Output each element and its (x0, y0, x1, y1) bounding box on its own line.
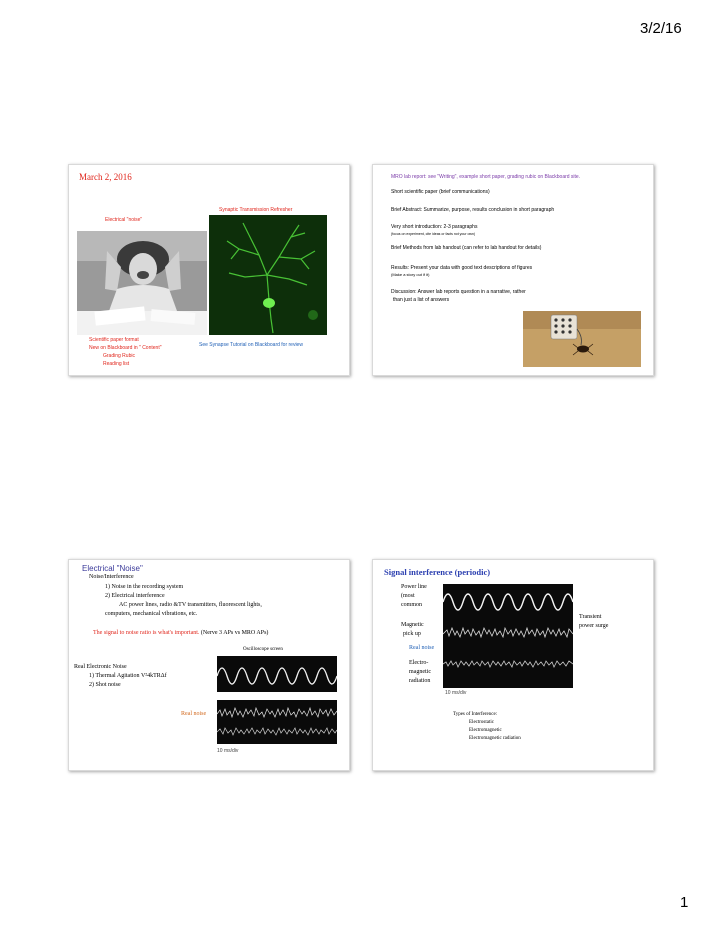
nerve-comparison: (Nerve 3 APs vs MRO APs) (200, 630, 269, 636)
real-noise-label: Real noise (181, 711, 207, 717)
noise-item-1: 1) Noise in the recording system (105, 584, 184, 590)
link-grading-rubic[interactable]: Grading Rubic (103, 353, 135, 359)
neuron-image (209, 215, 327, 335)
discussion-line: Discussion: Answer lab reports question in a narrative, rather (391, 289, 526, 295)
cockroach-keypad-photo (523, 311, 641, 367)
electrical-noise-label: Electrical "noise" (105, 217, 143, 223)
magnetic-pickup-label: Magnetic (401, 622, 424, 628)
oscilloscope-sine-trace (217, 656, 337, 692)
interference-sources: AC power lines, radio &TV transmitters, fluorescent lights, (119, 602, 262, 608)
link-scientific-paper[interactable]: Scientific paper format (89, 337, 139, 343)
results-line: Results: Present your data with good text descriptions of figures (391, 265, 533, 271)
introduction-line: Very short introduction: 2-3 paragraphs (391, 224, 478, 230)
power-line-label: Power line (401, 584, 427, 590)
synaptic-refresher-label: Synaptic Transmission Refresher (219, 207, 293, 213)
signal-to-noise-note (93, 630, 268, 637)
methods-line: Brief Methods from lab handout (can refer to lab handout for details) (391, 245, 542, 251)
slide-4-title: Signal interference (periodic) (384, 567, 491, 577)
synapse-tutorial-link[interactable]: See Synapse Tutorial on Blackboard for review (199, 342, 303, 348)
link-new-on-blackboard[interactable]: New on Blackboard in " Content" (89, 345, 162, 351)
power-line-label-2: (most (401, 593, 415, 599)
scope-scale: 10 ms/div (217, 748, 239, 754)
magnetic-pickup-label-2: pick up (403, 631, 421, 637)
power-line-label-3: common (401, 602, 422, 608)
mro-lab-report-line: MRO lab report: see "Writing", example short paper, grading rubic on Blackboard site. (391, 174, 581, 180)
real-noise-label: Real noise (409, 645, 435, 651)
introduction-note: (focus on experiment, cite ideas or facts not your own) (391, 232, 476, 236)
slide-3 (68, 559, 350, 771)
page-date: 3/2/16 (640, 20, 682, 37)
em-radiation-label-2: magnetic (409, 669, 431, 675)
scope-scale: 10 ms/div (445, 690, 467, 696)
discussion-line-2: than just a list of answers (393, 297, 450, 303)
transient-label: Transient (579, 614, 602, 620)
shot-noise: 2) Shot noise (89, 682, 121, 688)
slide-1-date: March 2, 2016 (79, 172, 132, 182)
abstract-line: Brief Abstract: Summarize, purpose, results conclusion in short paragraph (391, 207, 555, 213)
interference-sources-2: computers, mechanical vibrations, etc. (105, 611, 198, 617)
types-of-interference-title: Types of Interference: (453, 712, 498, 717)
slide-1 (68, 164, 350, 376)
type-em-radiation: Electromagnetic radiation (469, 736, 521, 741)
frustrated-woman-photo (77, 231, 207, 335)
slide-3-title: Electrical "Noise" (82, 564, 143, 573)
noise-interference-heading: Noise/Interference (89, 574, 134, 580)
real-electronic-noise-heading: Real Electronic Noise (74, 664, 127, 670)
em-radiation-label: Electro- (409, 660, 429, 666)
em-radiation-label-3: radiation (409, 678, 431, 684)
type-electromagnetic: Electromagnetic (469, 728, 502, 733)
slide-4 (372, 559, 654, 771)
signal-to-noise-ratio: The signal to noise ratio is what's important. (93, 630, 200, 636)
type-electrostatic: Electrostatic (469, 720, 494, 725)
interference-scope-image (443, 584, 573, 688)
oscilloscope-noise-trace (217, 700, 337, 744)
results-note: (Make a story out if it) (391, 272, 430, 277)
slide-2 (372, 164, 654, 376)
page-number: 1 (680, 894, 689, 911)
thermal-agitation: 1) Thermal Agitation V²4kTRΔf (89, 673, 167, 679)
link-reading-list[interactable]: Reading list (103, 361, 130, 367)
short-paper-line: Short scientific paper (brief communications) (391, 189, 490, 195)
oscilloscope-label: Oscilloscope screen (243, 647, 283, 652)
transient-label-2: power surge (579, 623, 609, 629)
noise-item-2: 2) Electrical interference (105, 593, 165, 599)
